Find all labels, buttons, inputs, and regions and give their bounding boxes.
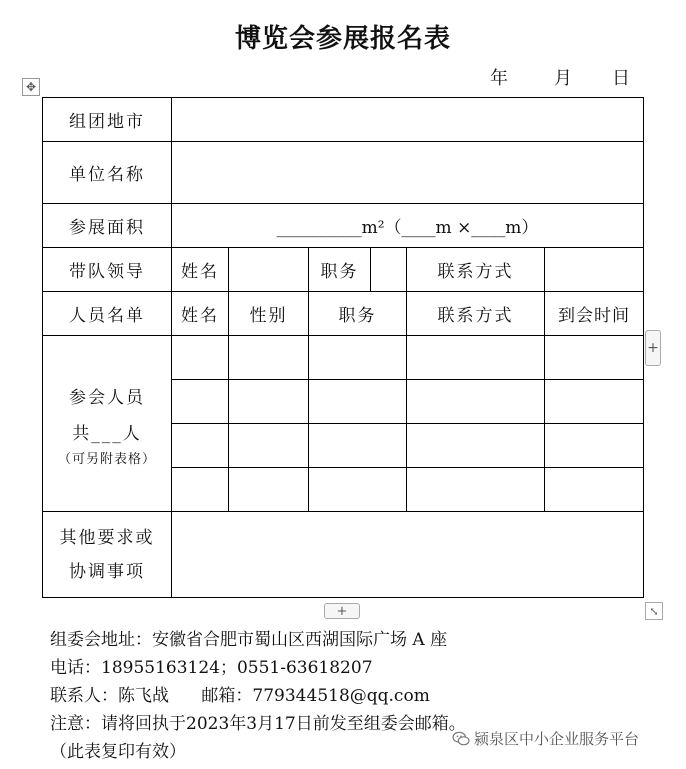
cell[interactable]: [407, 424, 545, 468]
cell[interactable]: [309, 336, 407, 380]
footer-phone: 电话：18955163124；0551-63618207: [50, 658, 373, 678]
attendees-note: （可另附表格）: [57, 451, 156, 467]
date-day: 日: [612, 68, 630, 89]
staff-label: 人员名单: [43, 292, 172, 336]
cell[interactable]: [229, 468, 309, 512]
row-area: [43, 204, 644, 248]
cell[interactable]: [407, 380, 545, 424]
cell[interactable]: [545, 336, 644, 380]
cell[interactable]: [309, 468, 407, 512]
watermark: [452, 728, 639, 749]
leader-label: 带队领导: [43, 248, 172, 292]
other-label: [43, 512, 172, 598]
staff-col-gender: 性别: [229, 292, 309, 336]
watermark-text: 颍泉区中小企业服务平台: [474, 730, 640, 748]
cell[interactable]: [545, 424, 644, 468]
page-title: 博览会参展报名表: [234, 24, 451, 54]
other-label-2: 协调事项: [69, 561, 145, 582]
table-row: [43, 336, 644, 380]
leader-name-label: 姓名: [172, 248, 229, 292]
row-other: [43, 512, 644, 598]
leader-contact-label: 联系方式: [407, 248, 545, 292]
cell[interactable]: [309, 380, 407, 424]
city-label: 组团地市: [43, 98, 172, 142]
cell[interactable]: [229, 336, 309, 380]
city-field[interactable]: [172, 98, 644, 142]
staff-col-position: 职务: [309, 292, 407, 336]
attendees-label-1: 参会人员: [69, 387, 145, 408]
cell[interactable]: [229, 380, 309, 424]
row-city: [43, 98, 644, 142]
date-line: [490, 64, 630, 90]
leader-contact-field[interactable]: [545, 248, 644, 292]
attendees-label: [43, 336, 172, 512]
move-icon[interactable]: ✥: [22, 78, 40, 96]
resize-icon[interactable]: ⤡: [645, 602, 663, 620]
other-label-1: 其他要求或: [59, 527, 155, 548]
cell[interactable]: [172, 336, 229, 380]
leader-name-field[interactable]: [229, 248, 309, 292]
cell[interactable]: [407, 336, 545, 380]
footer-contact: 联系人：陈飞战 邮箱：779344518@qq.com: [50, 686, 430, 706]
cell[interactable]: [545, 380, 644, 424]
plus-icon[interactable]: +: [645, 330, 661, 366]
cell[interactable]: [172, 468, 229, 512]
staff-col-contact: 联系方式: [407, 292, 545, 336]
other-field[interactable]: [172, 512, 644, 598]
staff-col-name: 姓名: [172, 292, 229, 336]
date-year: 年: [490, 68, 508, 89]
leader-position-label: 职务: [309, 248, 371, 292]
attendees-count: 共___人: [72, 423, 142, 444]
plus-icon[interactable]: +: [324, 603, 360, 619]
area-label: 参展面积: [43, 204, 172, 248]
registration-table: [42, 97, 644, 598]
cell[interactable]: [172, 380, 229, 424]
row-leader: [43, 248, 644, 292]
footer: [50, 626, 466, 766]
cell[interactable]: [545, 468, 644, 512]
wechat-icon: [452, 731, 470, 747]
leader-position-field[interactable]: [371, 248, 407, 292]
footer-copy-note: （此表复印有效）: [50, 742, 186, 762]
footer-note: 注意：请将回执于2023年3月17日前发至组委会邮箱。: [50, 714, 466, 734]
area-field[interactable]: __________m²（____m ×____m）: [172, 204, 644, 248]
footer-address: 组委会地址：安徽省合肥市蜀山区西湖国际广场 A 座: [50, 630, 448, 650]
unit-field[interactable]: [172, 142, 644, 204]
row-staff-header: [43, 292, 644, 336]
staff-col-arrival: 到会时间: [545, 292, 644, 336]
unit-label: 单位名称: [43, 142, 172, 204]
cell[interactable]: [309, 424, 407, 468]
cell[interactable]: [229, 424, 309, 468]
cell[interactable]: [407, 468, 545, 512]
date-month: 月: [554, 68, 572, 89]
cell[interactable]: [172, 424, 229, 468]
row-unit: [43, 142, 644, 204]
